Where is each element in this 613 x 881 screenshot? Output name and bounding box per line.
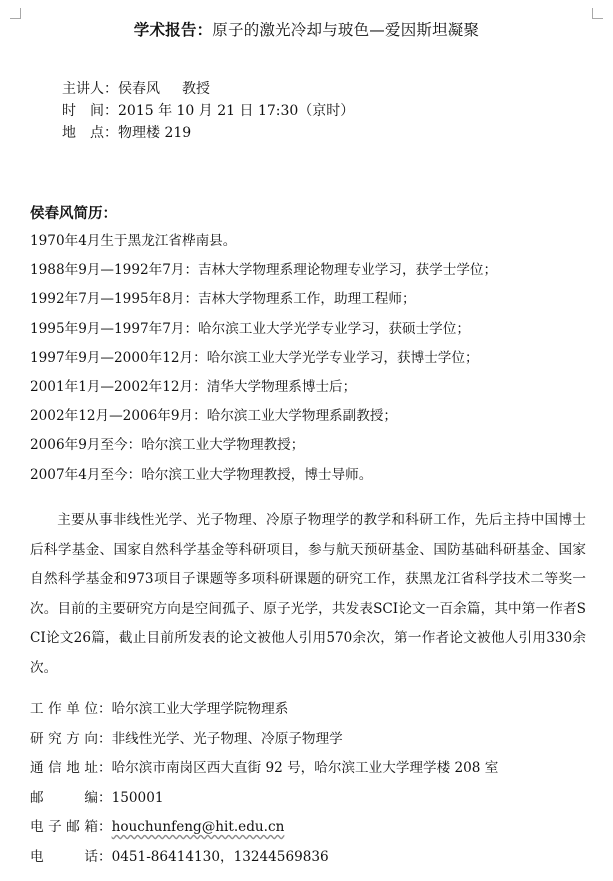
title-prefix: 学术报告： [133, 21, 213, 39]
info-label: 地 点： [62, 125, 118, 141]
info-location [62, 122, 191, 144]
contact-value: 0451-86414130，13244569836 [111, 848, 329, 865]
contact-row: 电话：0451-86414130，13244569836 [30, 846, 498, 876]
contact-label: 工作单位 [30, 701, 98, 717]
bio-item: 1988年9月—1992年7月：吉林大学物理系理论物理专业学习，获学士学位； [30, 262, 498, 279]
info-label: 时 间： [62, 103, 118, 119]
bio-heading: 侯春风简历： [30, 206, 117, 222]
contact-row: 研究方向：非线性光学、光子物理、冷原子物理学 [30, 728, 498, 758]
info-value: 2015 年 10 月 21 日 17:30（京时） [118, 103, 355, 119]
info-label: 主讲人： [62, 81, 118, 97]
info-time [62, 100, 354, 122]
title-topic: 原子的激光冷却与玻色—爱因斯坦凝聚 [212, 21, 480, 39]
document-title [0, 18, 613, 40]
contact-email: houchunfeng@hit.edu.cn [111, 819, 285, 836]
contact-row: 邮编：150001 [30, 787, 498, 817]
info-extra: 教授 [182, 81, 210, 97]
research-paragraph: 主要从事非线性光学、光子物理、冷原子物理学的教学和科研工作，先后主持中国博士后科学基金、国家自然科学基金等科研项目，参与航天预研基金、国防基础科研基金、国家自然科学基金和973项目子课题等多项科研课题的研究工作，获黑龙江省科学技术二等奖一次。目前的主要研究方向是空间孤子、原子光学，共发表SCI论文一百余篇，其中第一作者SCI论文26篇，截止目前所发表的论文被他人引用570余次，第一作者论文被他人引用330余次。 [30, 512, 586, 676]
contact-label: 研究方向 [30, 730, 98, 747]
bio-item: 2001年1月—2002年12月：清华大学物理系博士后； [30, 378, 357, 395]
bio-item: 2002年12月—2006年9月：哈尔滨工业大学物理系副教授； [30, 408, 398, 425]
info-value: 侯春风 [118, 81, 160, 97]
contact-row: 电子邮箱：houchunfeng@hit.edu.cn [30, 816, 498, 846]
bio-item: 1997年9月—2000年12月：哈尔滨工业大学光学专业学习，获博士学位； [30, 349, 479, 366]
bio-item: 1970年4月生于黑龙江省桦南县。 [30, 233, 237, 249]
contact-label: 电子邮箱 [30, 819, 98, 836]
contact-value: 哈尔滨市南岗区西大直街 92 号，哈尔滨工业大学理学楼 208 室 [111, 760, 499, 777]
contact-label: 邮编 [30, 789, 98, 806]
contact-value: 非线性光学、光子物理、冷原子物理学 [111, 730, 343, 747]
contact-label: 通信地址 [30, 760, 98, 777]
bio-item: 1995年9月—1997年7月：哈尔滨工业大学光学专业学习，获硕士学位； [30, 320, 470, 337]
contact-row: 通信地址：哈尔滨市南岗区西大直街 92 号，哈尔滨工业大学理学楼 208 室 [30, 757, 498, 787]
bio-item: 2006年9月至今：哈尔滨工业大学物理教授； [30, 437, 305, 454]
contact-label: 电话 [30, 848, 98, 865]
bio-list [30, 230, 497, 493]
contact-row: 工作单位：哈尔滨工业大学理学院物理系 [30, 698, 498, 728]
contact-value: 哈尔滨工业大学理学院物理系 [111, 701, 289, 717]
bio-item: 2007年4月至今：哈尔滨工业大学物理教授，博士导师。 [30, 466, 373, 483]
info-value: 物理楼 219 [118, 125, 192, 141]
contact-block [30, 698, 498, 876]
info-speaker [62, 78, 210, 100]
bio-item: 1992年7月—1995年8月：吉林大学物理系工作，助理工程师； [30, 291, 416, 308]
contact-value: 150001 [111, 789, 164, 806]
